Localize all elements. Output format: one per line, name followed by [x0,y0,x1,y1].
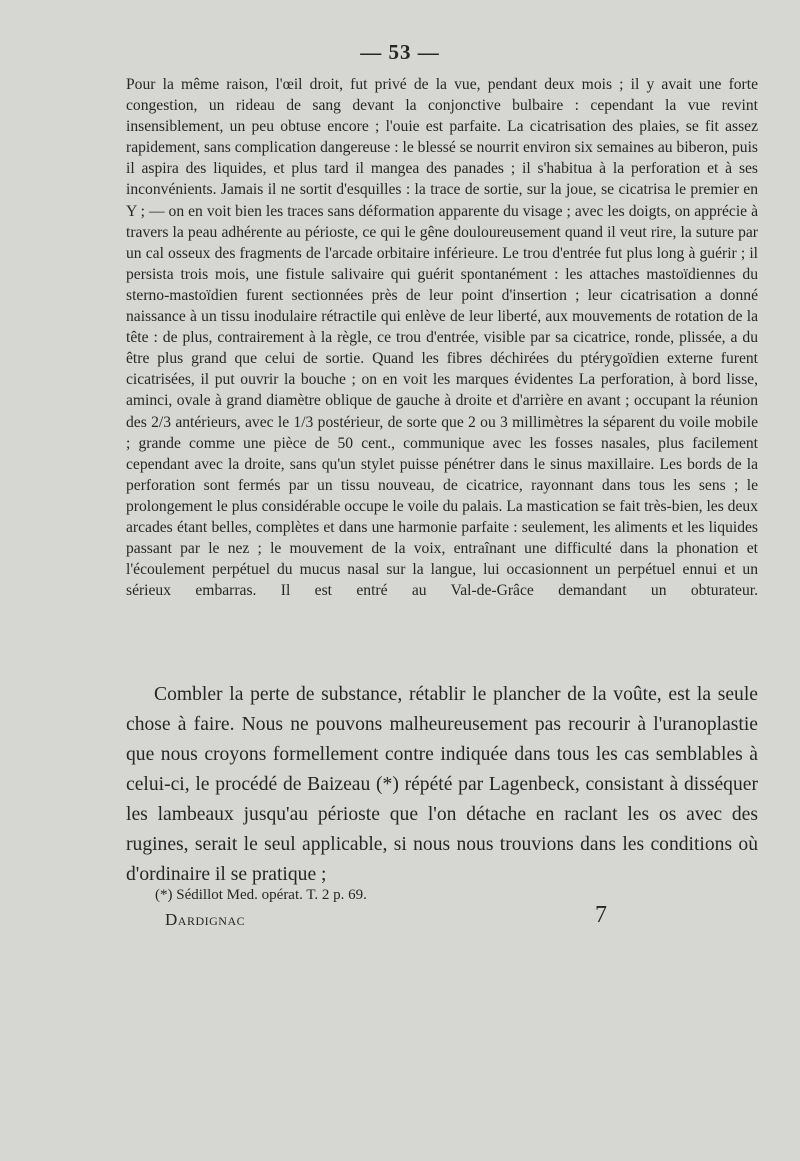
page-number: — 53 — [360,40,440,64]
signature: Dardignac [165,910,246,929]
paragraph-treatment: Combler la perte de substance, rétablir le plancher de la voûte, est la seule chose à faire. Nous ne pouvons malheureusement pas recourir à l'uranoplastie que nous croyons formellement contre indiquée dans tous les cas semblables à celui-ci, le procédé de Baizeau (*) répété par Lagenbeck, consistant à disséquer les lambeaux jusqu'au périoste que l'on détache en raclant les os avec des rugines, serait le seul applicable, si nous nous trouvions dans les conditions où d'ordinaire il se pratique ; [126,684,758,885]
body-paragraph-small-print [126,74,758,601]
footnote: (*) Sédillot Med. opérat. T. 2 p. 69. [155,887,367,903]
paragraph-case-history: Pour la même raison, l'œil droit, fut privé de la vue, pendant deux mois ; il y avait une forte congestion, un rideau de sang devant la conjonctive bulbaire : cependant la vue revint insensiblement, un peu obtuse encore ; l'ouie est parfaite. La cicatrisation des plaies, se fit assez rapidement, sans complication dangereuse : le blessé se nourrit environ six semaines au biberon, puis il aspira des liquides, et plus tard il mangea des panades ; il s'habitua à la perforation et à ses inconvénients. Jamais il ne sortit d'esquilles : la trace de sortie, sur la joue, se cicatrisa le premier en Y ; — on en voit bien les traces sans déformation apparente du visage ; avec les doigts, on apprécie à travers la peau adhérente au périoste, ce qui le gêne douloureusement quand il veut rire, la suture par un cal osseux des fragments de l'arcade orbitaire inférieure. Le trou d'entrée fut plus long à guérir ; il persista trois mois, une fistule salivaire qui guérit spontanément : les attaches mastoïdiennes du sterno-mastoïdien furent sectionnées près de leur point d'insertion ; leur cicatrisation a donné naissance à un tissu inodulaire rétractile qui enlève de leur liberté, aux mouvements de rotation de la tête : de plus, contrairement à la règle, ce trou d'entrée, visible par sa cicatrice, ronde, plissée, a du être plus grand que celui de sortie. Quand les fibres déchirées du ptérygoïdien externe furent cicatrisées, il put ouvrir la bouche ; on en voit les marques évidentes La perforation, à bord lisse, aminci, ovale à grand diamètre oblique de gauche à droite et d'arrière en avant ; occupant la réunion des 2/3 antérieurs, avec le 1/3 postérieur, de sorte que 2 ou 3 millimètres la séparent du voile mobile ; grande comme une pièce de 50 cent., communique avec les fosses nasales, plus facilement cependant avec la droite, sans qu'un stylet puisse pénétrer dans le sinus maxillaire. Les bords de la perforation sont fermés par un tissu nouveau, de cicatrice, rayonnant dans tous les sens ; le prolongement le plus considérable occupe le voile du palais. La mastication se fait très-bien, les deux arcades étant belles, complètes et dans une harmonie parfaite : seulement, les aliments et les liquides passant par le nez ; le mouvement de la voix, entraînant une difficulté dans la phonation et l'écoulement perpétuel du mucus nasal sur la langue, lui occasionnent un perpétuel ennui et un sérieux embarras. Il est entré au Val-de-Grâce demandant un obturateur. [126,76,758,600]
body-paragraph-large-print [126,680,758,890]
signature-mark: 7 [595,902,607,928]
